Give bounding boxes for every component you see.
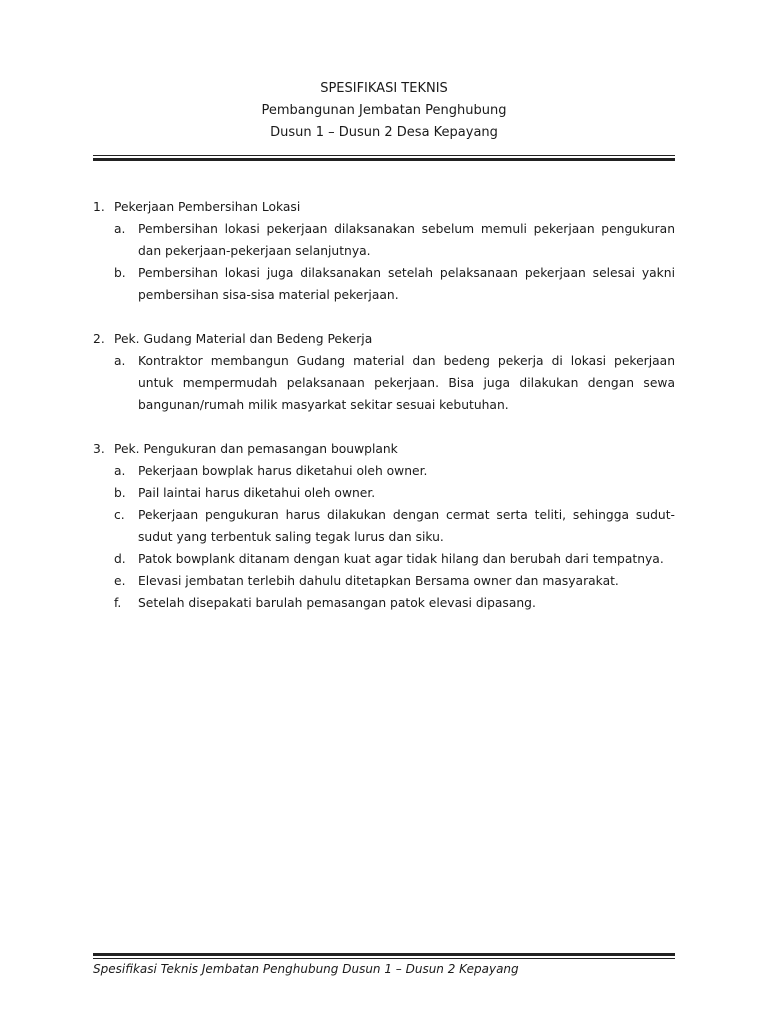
section-number: 2. <box>93 332 105 346</box>
header-divider <box>93 155 675 161</box>
document-header <box>93 78 675 144</box>
section-heading <box>93 328 675 350</box>
page-footer: Spesifikasi Teknis Jembatan Penghubung Dusun 1 – Dusun 2 Kepayang <box>93 962 519 976</box>
section-1 <box>93 196 675 306</box>
item-text: Kontraktor membangun Gudang material dan bedeng pekerja di lokasi pekerjaan untuk mempermudah pelaksanaan pekerjaan. Bisa juga dilakukan dengan sewa bangunan/rumah milik masyarkat sekitar sesuai kebutuhan. <box>138 354 675 412</box>
item-text: Pail laintai harus diketahui oleh owner. <box>138 486 376 500</box>
item-letter: c. <box>114 508 125 522</box>
section-3 <box>93 438 675 614</box>
section-number: 3. <box>93 442 105 456</box>
list-item <box>93 460 675 482</box>
document-body <box>93 196 675 636</box>
footer-divider <box>93 953 675 959</box>
item-text: Patok bowplank ditanam dengan kuat agar tidak hilang dan berubah dari tempatnya. <box>138 552 664 566</box>
list-item <box>93 548 675 570</box>
item-text: Pekerjaan bowplak harus diketahui oleh owner. <box>138 464 428 478</box>
section-title: Pek. Pengukuran dan pemasangan bouwplank <box>114 442 398 456</box>
item-letter: a. <box>114 222 126 236</box>
item-letter: a. <box>114 354 126 368</box>
item-text: Pembersihan lokasi pekerjaan dilaksanakan sebelum memuli pekerjaan pengukuran dan pekerjaan-pekerjaan selanjutnya. <box>138 222 675 258</box>
item-letter: d. <box>114 552 126 566</box>
item-letter: a. <box>114 464 126 478</box>
item-letter: e. <box>114 574 126 588</box>
item-text: Pekerjaan pengukuran harus dilakukan dengan cermat serta teliti, sehingga sudut-sudut yang terbentuk saling tegak lurus dan siku. <box>138 508 675 544</box>
item-letter: b. <box>114 266 126 280</box>
list-item <box>93 570 675 592</box>
item-text: Elevasi jembatan terlebih dahulu ditetapkan Bersama owner dan masyarakat. <box>138 574 619 588</box>
section-number: 1. <box>93 200 105 214</box>
document-subtitle: Pembangunan Jembatan Penghubung <box>261 103 507 118</box>
document-title: SPESIFIKASI TEKNIS <box>320 81 448 96</box>
list-item <box>93 218 675 262</box>
list-item <box>93 482 675 504</box>
list-item <box>93 350 675 416</box>
item-text: Pembersihan lokasi juga dilaksanakan setelah pelaksanaan pekerjaan selesai yakni pembersihan sisa-sisa material pekerjaan. <box>138 266 675 302</box>
section-heading <box>93 196 675 218</box>
section-heading <box>93 438 675 460</box>
item-letter: f. <box>114 596 122 610</box>
section-title: Pek. Gudang Material dan Bedeng Pekerja <box>114 332 373 346</box>
list-item <box>93 504 675 548</box>
list-item <box>93 262 675 306</box>
item-letter: b. <box>114 486 126 500</box>
section-title: Pekerjaan Pembersihan Lokasi <box>114 200 301 214</box>
list-item <box>93 592 675 614</box>
document-location: Dusun 1 – Dusun 2 Desa Kepayang <box>270 125 498 140</box>
item-text: Setelah disepakati barulah pemasangan patok elevasi dipasang. <box>138 596 536 610</box>
section-2 <box>93 328 675 416</box>
